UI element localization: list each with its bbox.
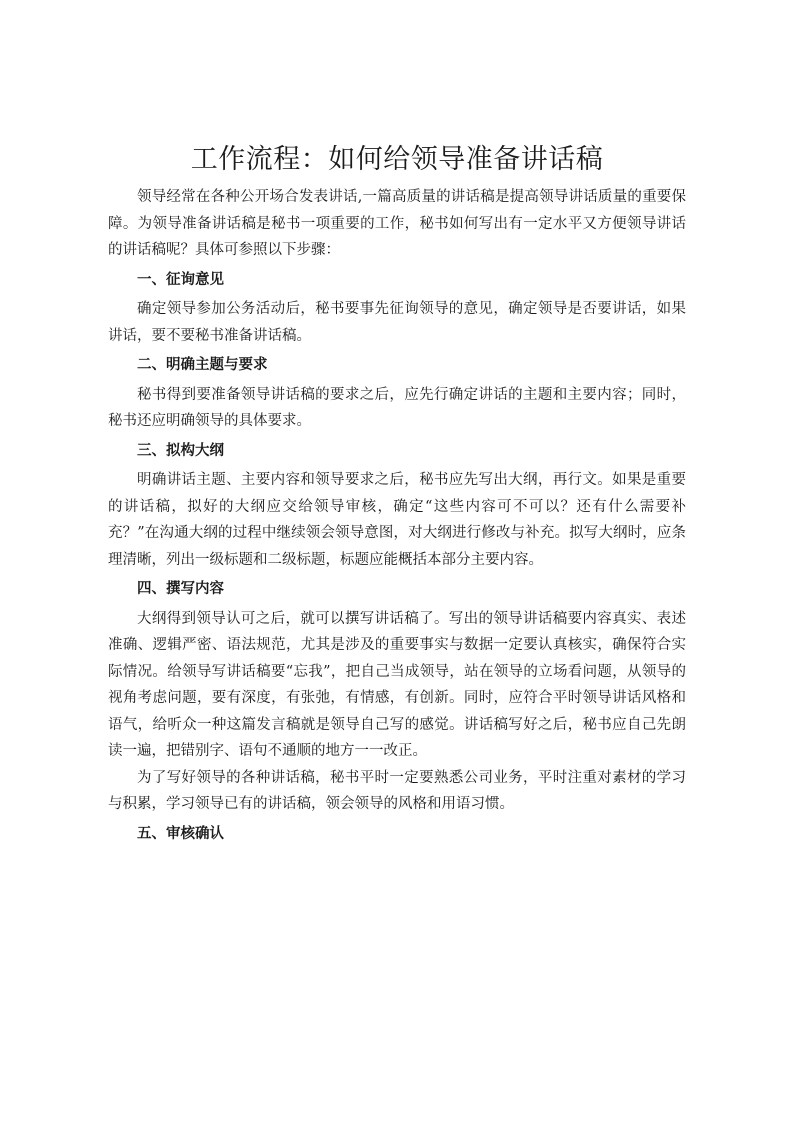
section-paragraph: 秘书得到要准备领导讲话稿的要求之后，应先行确定讲话的主题和主要内容；同时，秘书还应明确领导的具体要求。 — [108, 386, 686, 429]
section-heading: 三、拟构大纲 — [137, 441, 224, 459]
section-heading: 二、明确主题与要求 — [137, 356, 268, 373]
section-paragraph: 为了写好领导的各种讲话稿，秘书平时一定要熟悉公司业务，平时注重对素材的学习与积累，学习领导已有的讲话稿，领会领导的风格和用语习惯。 — [108, 769, 686, 812]
section-heading: 四、撰写内容 — [137, 580, 224, 597]
section-4 — [108, 576, 686, 818]
section-paragraph: 大纲得到领导认可之后，就可以撰写讲话稿了。写出的领导讲话稿要内容真实、表述准确、逻辑严密、语法规范，尤其是涉及的重要事实与数据一定要认真核实，确保符合实际情况。给领导写讲话稿要“忘我”，把自己当成领导，站在领导的立场看问题，从领导的视角考虑问题，要有深度，有张弛，有情感，有创新。同时，应符合平时领导讲话风格和语气，给听众一种这篇发言稿就是领导自己写的感觉。讲话稿写好之后，秘书应自己先朗读一遍，把错别字、语句不通顺的地方一一改正。 — [108, 610, 686, 759]
section-paragraph: 确定领导参加公务活动后，秘书要事先征询领导的意见，确定领导是否要讲话，如果讲话，要不要秘书准备讲话稿。 — [108, 301, 686, 344]
intro-paragraph: 领导经常在各种公开场合发表讲话,一篇高质量的讲话稿是提高领导讲话质量的重要保障。为领导准备讲话稿是秘书一项重要的工作，秘书如何写出有一定水平又方便领导讲话的讲话稿呢？具体可参照以下步骤： — [108, 189, 686, 258]
section-2 — [108, 352, 686, 435]
document-page — [108, 138, 686, 850]
document-title: 工作流程：如何给领导准备讲话稿 — [190, 144, 604, 175]
section-paragraph: 明确讲话主题、主要内容和领导要求之后，秘书应先写出大纲，再行文。如果是重要的讲话稿，拟好的大纲应交给领导审核，确定“这些内容可不可以？还有什么需要补充？”在沟通大纲的过程中继续领会领导意图，对大纲进行修改与补充。拟写大纲时，应条理清晰，列出一级标题和二级标题，标题应能概括本部分主要内容。 — [108, 472, 686, 568]
section-5 — [108, 821, 686, 848]
section-3 — [108, 438, 686, 574]
section-heading: 五、审核确认 — [137, 824, 224, 842]
section-1 — [108, 267, 686, 350]
section-heading: 一、征询意见 — [137, 270, 224, 288]
